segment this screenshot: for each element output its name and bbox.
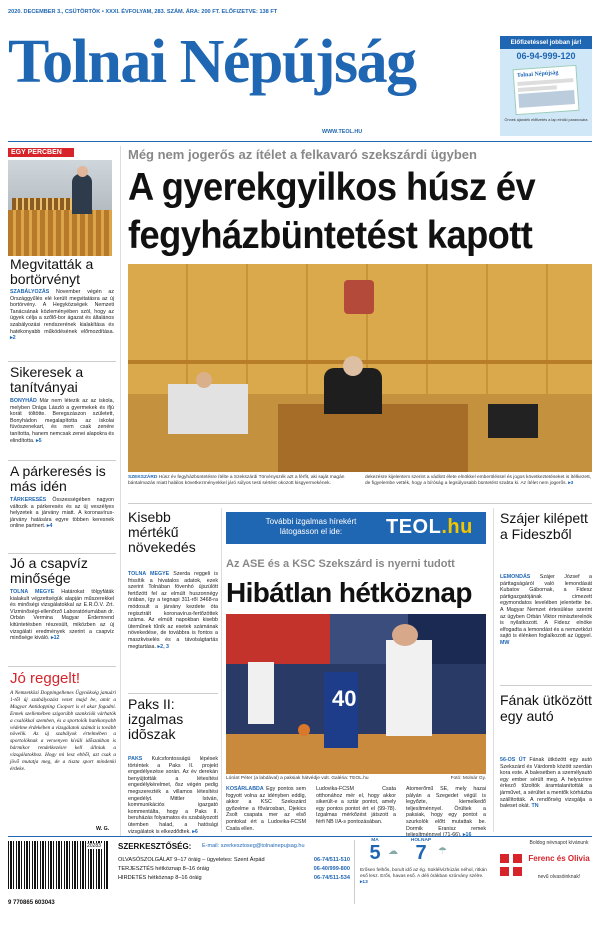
teol-text: További izgalmas hírekért látogasson el ide: xyxy=(265,517,357,536)
footer-row: HIRDETÉS hétköznap 8–16 óráig 06-74/511-534 xyxy=(118,875,350,881)
teol-brand[interactable]: TEOL.hu xyxy=(386,516,473,538)
paks-title[interactable]: Paks II: izgalmas idõszak xyxy=(128,696,184,742)
szajer-body: LEMONDÁS Szájer József a párttagságáról való lemondását Kubatov Gábornak, a Fidesz pártigazgatójának címezett egymondatos levelében jelentette be. A Magyar Nemzet értesülése szerint az ügyben Orbán Viktor miniszterelnök is nyilatkozott. A Fidesz elnöke elfogadta a lemondást és a nemzetközi sajtó is élénken foglalkozott az üggyel. MW xyxy=(500,574,592,646)
item2-title[interactable]: Sikeresek a tanítványai xyxy=(10,364,84,395)
item4-title[interactable]: Jó a csapvíz minősége xyxy=(10,555,88,586)
jo-reggelt-title: Jó reggelt! xyxy=(10,670,81,687)
szajer-title[interactable]: Szájer kilépett a Fideszből xyxy=(500,510,588,542)
courtroom-photo xyxy=(128,264,592,472)
sport-col1: KOSÁRLABDA Egy pontos sem fogyott volna az idényben eddig, akkor a KSC Szekszárd győzelme a fővárosban, Djekics Zsolt csapata mer az első pontokat ért a Ludovika-FCSM Csata ellen. xyxy=(226,786,306,832)
sport-headline[interactable]: Hibátlan hétköznap xyxy=(226,577,472,608)
jo-reggelt-body: A Nemzetközi Doppingellenes Ügynökség januári 1-től új szabályozást vezet majd be, amit a Magyar Antidopping Csoport is el akar fogadni. Ennek szellemében szigorúbb szankciók várhatók a csalókkal szemben, és a sportolók hatékonyabb védelme érdekében a vizsgálatok számát is tovább növelik. Az új szabályok értelmében a sportolóknak a versenyen kívüli időszakban is bármikor rendelkezésre kell állniuk a vizsgálatokhoz. Hogy mi lesz ebből, azt csak a jövő mutatja meg, de a tiszta sport mindenki érdeke. xyxy=(10,690,117,772)
barcode-side: 20283 xyxy=(87,843,101,849)
barcode xyxy=(8,841,108,903)
main-headline-2[interactable]: fegyházbüntetést kapott xyxy=(128,214,533,257)
footer-row: TERJESZTÉS hétköznap 8–16 óráig 06-40/999-800 xyxy=(118,866,350,872)
main-headline-1[interactable]: A gyerekgyilkos húsz év xyxy=(128,166,536,209)
masthead-url[interactable]: WWW.TEOL.HU xyxy=(322,129,363,135)
basketball-photo: 40 xyxy=(226,614,486,774)
weather-today: MA 5 xyxy=(369,838,381,864)
subscribe-headline: Előfizetéssel jobban jár! xyxy=(500,36,592,49)
subscribe-ad[interactable] xyxy=(500,36,592,136)
item3-title[interactable]: A párkeresés is más idén xyxy=(10,463,106,494)
main-caption-right: dekezésre kijelentem szerint a vádlott élete elnökkel emberöléssel és jogos következtetéseket is ítélkezett, de figyelembe vették, hogy a bíróság a legsúlyosabb büntetést szabta ki. Az ítélet nem jogerős. ▸3 xyxy=(365,475,592,486)
fanak-title[interactable]: Fának ütközött egy autó xyxy=(500,692,592,724)
main-kicker: Még nem jogerős az ítélet a felkavaró szekszárdi ügyben xyxy=(128,147,477,162)
cloud-icon: ☁ xyxy=(388,846,398,857)
footer-email[interactable]: E-mail: szerkesztoseg@tolnainepujsag.hu xyxy=(202,843,305,849)
sport-photo-credit: Fotó: Molnár Gy. xyxy=(450,776,486,781)
egy-percben-badge: EGY PERCBEN xyxy=(8,148,74,157)
cloud-rain-icon: ☂ xyxy=(438,846,447,857)
fanak-body: 56-OS ÚT Fának ütközött egy autó Szekszárd és Várdomb között szerdán kora este. A balesetben a személyautó egy ember sérült meg. A helyszínre érkező tűzoltók áramtalanították a járművet, a sérültet a mentők kórházba szállították. A rendőrség vizsgálja a baleset okát. TN xyxy=(500,757,592,810)
kisebb-body: TOLNA MEGYE Szerda reggeli is frissítik a hivatalos adatok, ezek szerint Tolnában fövenhó újszülött fertőzött fel az elmúlt huszonnégy órában, így a tegnapi 311-ről 3468-ra módosult a járvány kezdete óta regisztrált koronavírus-fertőzöttek száma. Az elmúlt napokban kisebb üteműnek tűnik az esetek számának növekedése, de továbbra is fontos a maszkviselés és a távolságtartás megtartása. ▸2, 3 xyxy=(128,571,218,650)
teol-ad[interactable] xyxy=(226,512,486,544)
gift-icon xyxy=(500,854,522,876)
footer-editorial-label: SZERKESZTŐSÉG: xyxy=(118,842,192,851)
footer-contact-rows xyxy=(118,856,350,883)
sport-col2: Ludovika-FCSM Csata otthonához mér el, hogy akkor sikerült-e a sztár pontot, amely egy pontos pontot ért el (99-78). Izgalmas mérkőzést játszott a férfi NB I/A-s pontozásában. xyxy=(316,786,396,825)
item1-body: SZABÁLYOZÁS November végén az Országgyűlés elé került megvitatásra az új bortörvény. A Hegyközségek Nemzeti Tanácsának közleményében szól, hogy az ügyek célja a szőlő-bor ágazat és általános szabályozási rendszerének kialakítása és hatékonyabb működésének előmozdítása. ▸2 xyxy=(10,289,114,342)
footer-row: OLVASÓSZOLGÁLAT 9–17 óráig – ügyeletes: Szent Árpád 06-74/511-510 xyxy=(118,857,350,863)
item2-body: BONYHÁD Már nem létezik az az iskola, melyben Drága László a gyermekek és ifjú korát töltötte. Beregszászon született, Bonyhádon megalapította az iskolai fúvószenekart, és nem csak zenére tanította, hanem nemcsak zenei alapokra és elindította. ▸5 xyxy=(10,398,114,444)
masthead-title[interactable]: Tolnai Népújság xyxy=(8,28,416,96)
nameday-label: Boldog névnapot kívánunk xyxy=(529,840,589,846)
nameday-ref: nevű olvasóinknak! xyxy=(537,874,581,880)
item3-body: TÁRKERESÉS Összességében nagyon változik a párkeresés és az új veszélyes helyzetek a járvány miatt. A koronavírus-járvány hatására egyre többen keresnek online partnert. ▸4 xyxy=(10,497,114,530)
barcode-number: 9 770865 603043 xyxy=(8,900,55,906)
item4-body: TOLNA MEGYE Határokat tölgyfáták kialakult végzettségük alapján műszerekkel és minőségi vizsgálatokkal az E.R.Ö.V. Zrt. Vízminőségi-ellenőrző Laboratóriumában dr. Orbán Vermina Magyar Érdemrend kitüntetésben részesült, miközben az új vizsgálati eredmények szerint a csapvíz minősége kiváló. ▸12 xyxy=(10,589,114,642)
nameday-names: Ferenc és Olivia xyxy=(528,854,590,863)
subscribe-bottom: Önnek ajándék előfizetés a lap elnöki parancsára xyxy=(504,118,588,122)
masthead-meta: 2020. DECEMBER 3., CSÜTÖRTÖK • XXXI. ÉVFOLYAM, 283. SZÁM. ÁRA: 200 FT. ELŐFIZETVE: 138 FT xyxy=(8,9,278,15)
item1-title[interactable]: Megvitatták a bortörvényt xyxy=(10,256,94,287)
winery-photo xyxy=(8,160,112,256)
paks-body: PAKS Kulcsfontosságú lépések történtek a Paks II. projekt engedélyezése során. Az év derekán benyújtották a létesítési engedélykérelmet, ősz végén pedig megszerezték a villamos létesítési engedélyt. Mittler István, kommunikációs igazgató kommentálta, hogy a Paks II. beruházás folyamatos és szabályozott ütemben halad, a hatósági vizsgálatok is elkezdődtek. ▸6 xyxy=(128,756,218,835)
jo-reggelt-signature: W. G. xyxy=(96,826,110,832)
sport-kicker: Az ASE és a KSC Szekszárd is nyerni tudott xyxy=(226,558,455,570)
kisebb-title[interactable]: Kisebb mértékű növekedés xyxy=(128,509,196,555)
nameday-box xyxy=(500,840,592,902)
subscribe-paper-label: Tolnai Népújság xyxy=(516,70,559,79)
main-caption-left: SZEKSZÁRD Húsz év fegyházbüntetésre ítélte a Szekszárdi Törvényszék azt a férfit, aki saját magán bántalmazás miatt halálos következményekkel járó súlyos testi sértést okozott kisgyermekének. xyxy=(128,475,345,486)
weather-tomorrow: HOLNAP 7 xyxy=(410,838,432,864)
subscribe-phone[interactable]: 06-94-999-120 xyxy=(516,51,576,61)
weather-text: Erősen felhős, borult idő az ég. Soklélvízhúzás néhol, ritkán eső lesz. Erős, havas eső. A déli órákban szórvány szélre. ▸13 xyxy=(360,868,487,885)
sport-photo-caption: Lóránt Péter (a labdával) a paksiak hátvédje volt. Galéria: TEOL.hu xyxy=(226,776,369,781)
sport-col3: Atomerőmű SE, mely hazai pályán a Szegedet végül is legyőzte, kiemelkedő teljesítménnyel. Örültek a paksiak, hogy egy pontot a szurkolók előtt mutattak be. Dormik Eranisz remek xyxy=(406,786,486,832)
